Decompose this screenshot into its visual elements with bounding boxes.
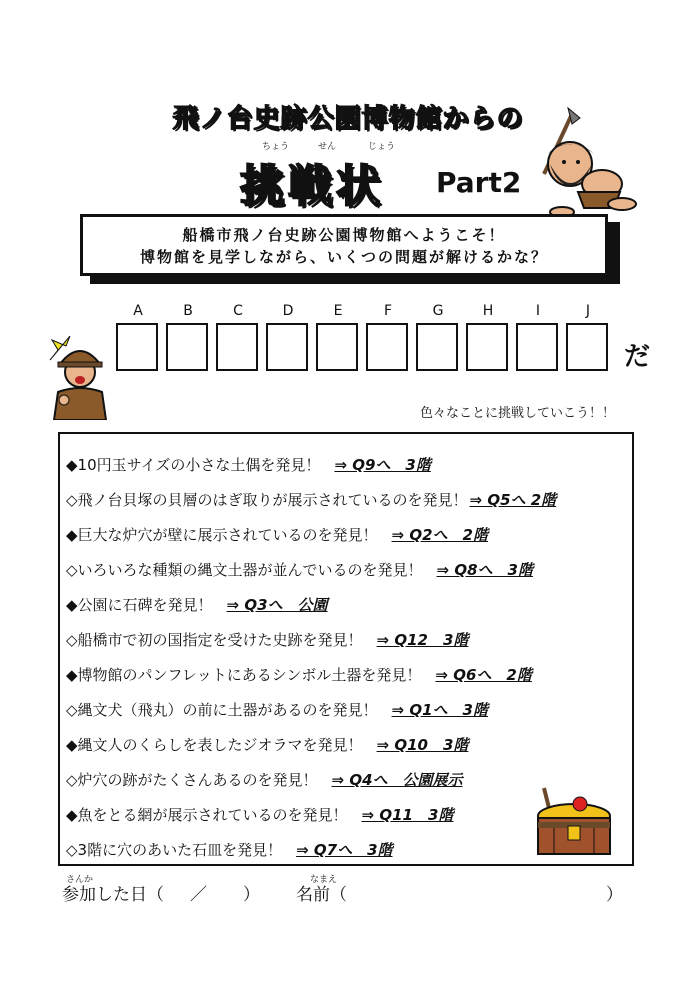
question-item-11 [66, 804, 453, 825]
question-item-4 [66, 559, 533, 580]
question-answer: ⇒ Q1へ 3階 [391, 701, 488, 719]
question-item-5 [66, 594, 328, 615]
grid-label-f: F [383, 303, 393, 319]
answer-box-c[interactable] [216, 323, 258, 371]
title-ruby-3: じょう [368, 142, 396, 152]
grid-label-a: A [133, 303, 143, 319]
date-close: ） [243, 885, 260, 905]
title-line1: 飛ノ台史跡公園博物館からの [172, 104, 524, 134]
grid-label-b: B [183, 303, 193, 319]
question-text: ◆博物館のパンフレットにあるシンボル土器を発見！ [66, 666, 422, 684]
date-separator: ／ [190, 885, 207, 905]
grid-label-j: J [585, 303, 591, 319]
name-close: ） [606, 885, 623, 905]
question-item-9 [66, 734, 468, 755]
answer-box-j[interactable] [566, 323, 608, 371]
banner-line1: 船橋市飛ノ台史跡公園博物館へようこそ！ [182, 226, 506, 244]
grid-label-i: I [535, 303, 541, 319]
answer-box-e[interactable] [316, 323, 358, 371]
title-part: Part2 [436, 166, 522, 199]
question-item-10 [66, 769, 463, 790]
question-answer: ⇒ Q4へ 公園展示 [331, 771, 463, 789]
question-answer: ⇒ Q11 3階 [361, 806, 454, 824]
title-ruby-1: ちょう [262, 142, 290, 152]
question-answer: ⇒ Q10 3階 [376, 736, 469, 754]
question-item-7 [66, 664, 532, 685]
grid-label-g: G [432, 303, 444, 319]
welcome-banner [80, 214, 608, 276]
answer-box-b[interactable] [166, 323, 208, 371]
question-text: ◆10円玉サイズの小さな土偶を発見！ [66, 456, 321, 474]
grid-label-h: H [482, 303, 494, 319]
question-text: ◇飛ノ台貝塚の貝層のはぎ取りが展示されているのを発見！ [66, 491, 468, 509]
banner-line2: 博物館を見学しながら、いくつの問題が解けるかな？ [139, 248, 548, 266]
question-answer: ⇒ Q5へ 2階 [469, 491, 557, 509]
name-label: 名前（ [296, 885, 347, 905]
question-text: ◆公園に石碑を発見！ [66, 596, 213, 614]
answer-box-h[interactable] [466, 323, 508, 371]
answer-box-g[interactable] [416, 323, 458, 371]
title-ruby-2: せん [318, 142, 337, 152]
question-answer: ⇒ Q12 3階 [376, 631, 469, 649]
question-text: ◇船橋市で初の国指定を受けた史跡を発見！ [66, 631, 363, 649]
title-line2: 挑戦状 [240, 161, 384, 212]
question-text: ◆魚をとる網が展示されているのを発見！ [66, 806, 348, 824]
caveman-illustration [532, 104, 642, 220]
grid-label-d: D [282, 303, 294, 319]
question-text: ◇3階に穴のあいた石皿を発見！ [66, 841, 283, 859]
question-item-1 [66, 454, 431, 475]
question-text: ◆縄文人のくらしを表したジオラマを発見！ [66, 736, 363, 754]
question-answer: ⇒ Q8へ 3階 [436, 561, 533, 579]
footer-ruby-date: さんか [66, 875, 94, 885]
treasure-chest-illustration [530, 782, 616, 858]
answer-box-i[interactable] [516, 323, 558, 371]
grid-label-c: C [233, 303, 243, 319]
footer-line [62, 880, 347, 905]
footer-ruby-name: なまえ [310, 875, 338, 885]
question-item-8 [66, 699, 488, 720]
question-answer: ⇒ Q2へ 2階 [391, 526, 488, 544]
question-text: ◇いろいろな種類の縄文土器が並んでいるのを発見！ [66, 561, 423, 579]
question-answer: ⇒ Q9へ 3階 [334, 456, 431, 474]
answer-suffix: だ [624, 342, 651, 372]
question-text: ◇縄文犬（飛丸）の前に土器があるのを発見！ [66, 701, 378, 719]
question-item-2 [66, 489, 556, 510]
answer-box-d[interactable] [266, 323, 308, 371]
date-label: 参加した日（ [62, 885, 164, 905]
question-item-12 [66, 839, 393, 860]
question-answer: ⇒ Q3へ 公園 [226, 596, 328, 614]
question-text: ◆巨大な炉穴が壁に展示されているのを発見！ [66, 526, 378, 544]
question-item-6 [66, 629, 468, 650]
answer-box-f[interactable] [366, 323, 408, 371]
question-item-3 [66, 524, 488, 545]
question-answer: ⇒ Q7へ 3階 [296, 841, 393, 859]
question-text: ◇炉穴の跡がたくさんあるのを発見！ [66, 771, 318, 789]
encouragement-text: 色々なことに挑戦していこう！！ [420, 406, 616, 421]
question-answer: ⇒ Q6へ 2階 [435, 666, 532, 684]
answer-box-a[interactable] [116, 323, 158, 371]
grid-label-e: E [333, 303, 343, 319]
detective-illustration [46, 336, 112, 420]
